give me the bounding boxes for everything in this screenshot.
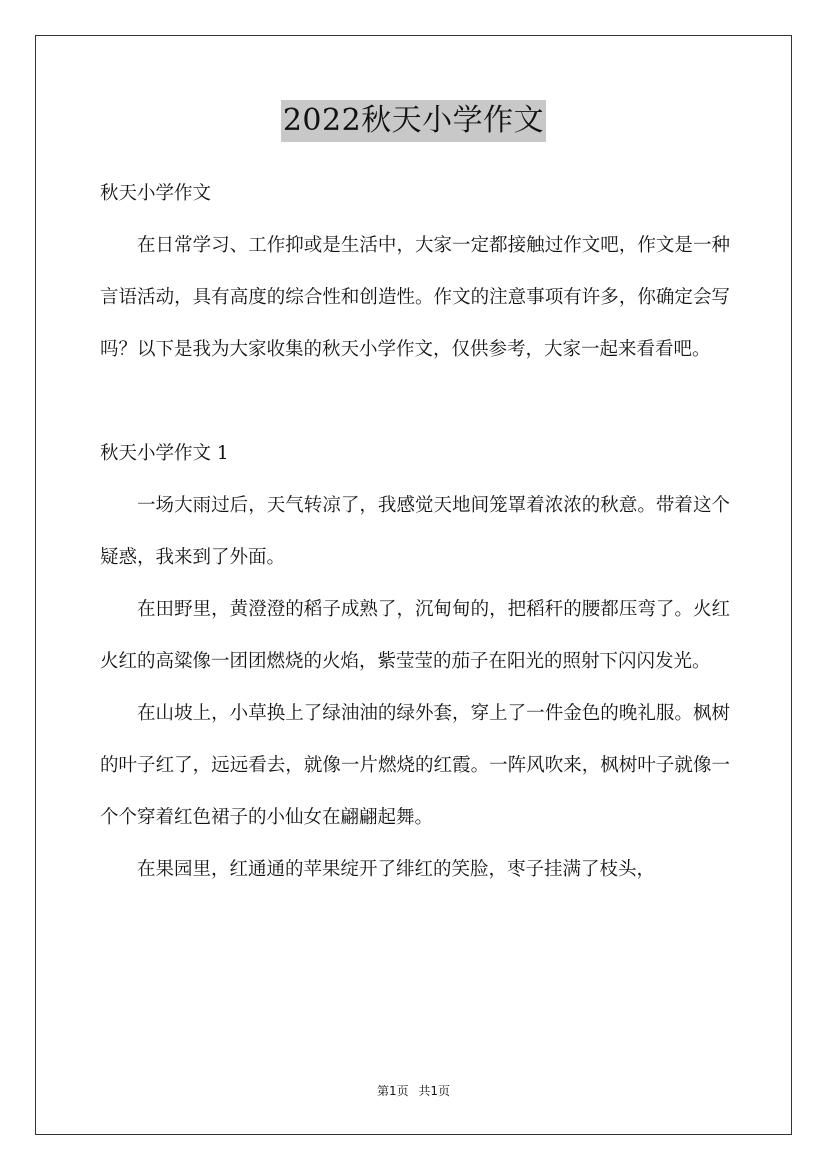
- section-gap: [100, 376, 730, 428]
- page-total: 共1页: [418, 1084, 451, 1098]
- subtitle: 秋天小学作文: [100, 183, 212, 204]
- paragraph-3: 在山坡上，小草换上了绿油油的绿外套，穿上了一件金色的晚礼服。枫树的叶子红了，远远看去，就像一片燃烧的红霞。一阵风吹来，枫树叶子就像一个个穿着红色裙子的小仙女在翩翩起舞。: [100, 703, 730, 828]
- page-number: 第1页: [376, 1084, 409, 1098]
- paragraph-1: 一场大雨过后，天气转凉了，我感觉天地间笼罩着浓浓的秋意。带着这个疑惑，我来到了外面。: [100, 495, 730, 568]
- paragraph-2: 在田野里，黄澄澄的稻子成熟了，沉甸甸的，把稻秆的腰都压弯了。火红火红的高粱像一团团燃烧的火焰，紫莹莹的茄子在阳光的照射下闪闪发光。: [100, 599, 730, 672]
- page-footer: [0, 1082, 827, 1099]
- document-title: 2022秋天小学作文: [281, 100, 546, 142]
- title-container: [0, 100, 827, 142]
- paragraph-4: 在果园里，红通通的苹果绽开了绯红的笑脸，枣子挂满了枝头，: [137, 859, 656, 880]
- intro-paragraph: 在日常学习、工作抑或是生活中，大家一定都接触过作文吧，作文是一种言语活动，具有高度的综合性和创造性。作文的注意事项有许多，你确定会写吗？以下是我为大家收集的秋天小学作文，仅供参考，大家一起来看看吧。: [100, 235, 730, 360]
- section-heading: 秋天小学作文 1: [100, 443, 229, 464]
- document-body: [100, 168, 730, 896]
